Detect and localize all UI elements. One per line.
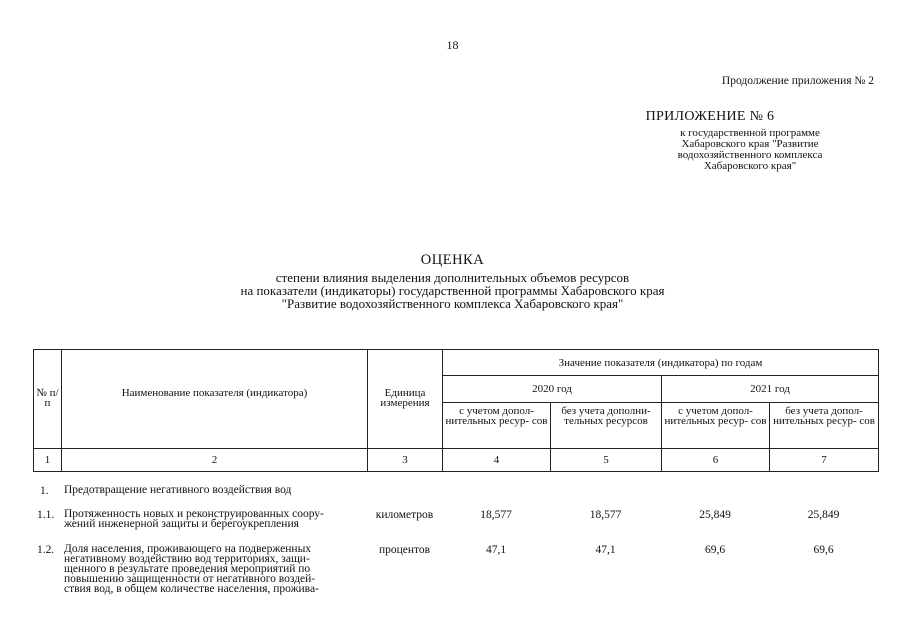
row-value: 69,6	[813, 544, 834, 556]
appendix-subtitle-line: Хабаровского края "Развитие	[681, 138, 819, 150]
document-subtitle-line: "Развитие водохозяйственного комплекса Хабаровского края"	[281, 296, 624, 311]
row-name-line: ствия вод, в общем количестве населения, прожива-	[64, 583, 319, 595]
row-name-line: щенного в результате проведения мероприятий по	[64, 563, 311, 575]
document-title: ОЦЕНКА	[420, 252, 485, 268]
document-subtitle-line: на показатели (индикаторы) государственной программы Хабаровского края	[240, 283, 665, 298]
row-unit: километров	[375, 509, 434, 521]
header-without-resources-2020: без учета дополни- тельных ресурсов	[551, 403, 662, 449]
col-number: 2	[62, 449, 368, 472]
col-number: 3	[368, 449, 443, 472]
row-name-line: Доля населения, проживающего на подверженных	[64, 543, 312, 555]
row-name	[64, 485, 291, 495]
row-value: 47,1	[485, 544, 507, 556]
continuation-note: Продолжение приложения № 2	[721, 75, 874, 87]
header-year-2020: 2020 год	[443, 376, 662, 403]
row-value: 25,849	[807, 509, 840, 521]
header-values-group: Значение показателя (индикатора) по годам	[443, 350, 879, 376]
row-name-line: негативному воздействию вод территориях, защи-	[64, 553, 310, 565]
header-name: Наименование показателя (индикатора)	[62, 350, 368, 449]
appendix-subtitle-line: водохозяйственного комплекса	[677, 149, 823, 161]
row-number: 1.2.	[37, 544, 55, 556]
document-subtitle-line: степени влияния выделения дополнительных объемов ресурсов	[275, 270, 630, 285]
document-subtitle	[0, 271, 905, 310]
row-name	[64, 509, 324, 529]
row-value: 47,1	[595, 544, 616, 556]
row-unit: процентов	[378, 544, 431, 556]
row-value: 69,6	[704, 544, 726, 556]
header-unit: Единица измерения	[368, 350, 443, 449]
header-with-resources-2020: с учетом допол- нительных ресур- сов	[443, 403, 551, 449]
appendix-subtitle	[650, 128, 850, 172]
row-value: 25,849	[699, 509, 731, 521]
row-name-line: Предотвращение негативного воздействия вод	[64, 484, 292, 496]
header-num: № п/п	[34, 350, 62, 449]
appendix-title: ПРИЛОЖЕНИЕ № 6	[645, 109, 775, 124]
header-with-resources-2021: с учетом допол- нительных ресур- сов	[662, 403, 770, 449]
col-number: 6	[662, 449, 770, 472]
header-year-2021: 2021 год	[662, 376, 879, 403]
row-name-line: жений инженерной защиты и берегоукрепления	[64, 518, 299, 530]
row-number: 1.	[40, 485, 49, 497]
row-name	[64, 544, 319, 594]
row-value: 18,577	[480, 509, 512, 521]
col-number: 1	[34, 449, 62, 472]
appendix-subtitle-line: Хабаровского края"	[703, 160, 797, 172]
col-number: 7	[770, 449, 879, 472]
header-without-resources-2021: без учета допол- нительных ресур- сов	[770, 403, 879, 449]
row-name-line: повышению защищенности от негативного воздей-	[64, 573, 316, 585]
row-number: 1.1.	[37, 509, 55, 521]
col-number: 4	[443, 449, 551, 472]
row-value: 18,577	[589, 509, 622, 521]
appendix-subtitle-line: к государственной программе	[680, 127, 820, 139]
col-number: 5	[551, 449, 662, 472]
indicator-table	[33, 349, 879, 472]
row-name-line: Протяженность новых и реконструированных соору-	[64, 508, 324, 520]
page-number: 18	[446, 38, 459, 52]
